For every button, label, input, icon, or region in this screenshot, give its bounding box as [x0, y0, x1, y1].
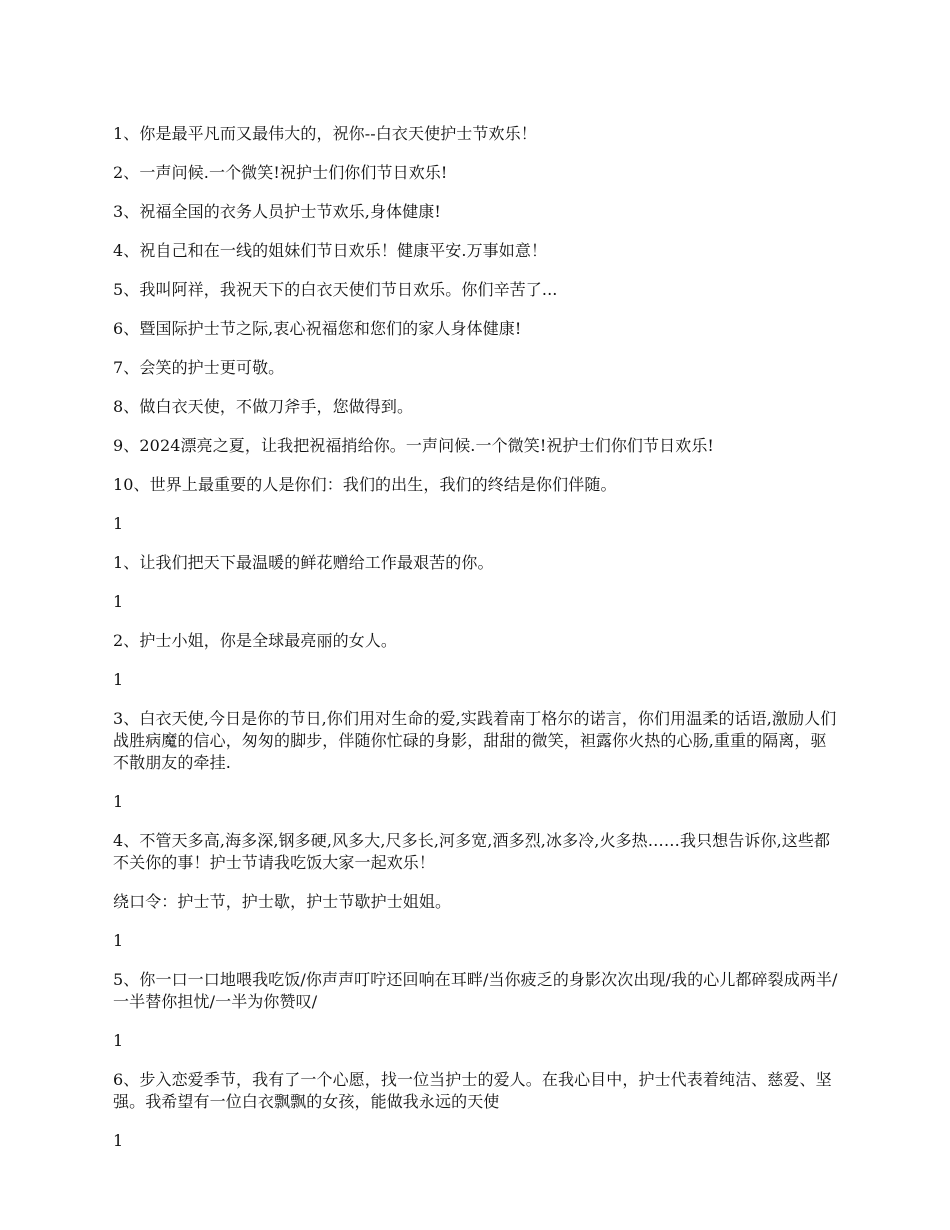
paragraph: 1: [113, 1131, 124, 1150]
paragraph: 1: [113, 1031, 124, 1050]
paragraph: 2、一声问候.一个微笑!祝护士们你们节日欢乐!: [113, 163, 448, 182]
paragraph: 1: [113, 514, 124, 533]
paragraph: 1: [113, 931, 124, 950]
document-body: [113, 123, 838, 1169]
paragraph: 3、白衣天使,今日是你的节日,你们用对生命的爱,实践着南丁格尔的诺言，你们用温柔的话语,激励人们战胜病魔的信心，匆匆的脚步，伴随你忙碌的身影，甜甜的微笑，袒露你火热的心肠,重重的隔离，驱不散朋友的牵挂.: [113, 709, 837, 772]
paragraph: 5、我叫阿祥，我祝天下的白衣天使们节日欢乐。你们辛苦了...: [113, 280, 558, 299]
paragraph: 6、步入恋爱季节，我有了一个心愿，找一位当护士的爱人。在我心目中，护士代表着纯洁、慈爱、坚强。我希望有一位白衣飘飘的女孩，能做我永远的天使: [113, 1070, 832, 1111]
paragraph: 1、让我们把天下最温暖的鲜花赠给工作最艰苦的你。: [113, 553, 494, 572]
paragraph: 2、护士小姐，你是全球最亮丽的女人。: [113, 631, 397, 650]
paragraph: 1、你是最平凡而又最伟大的，祝你--白衣天使护士节欢乐！: [113, 124, 537, 143]
paragraph: 6、暨国际护士节之际,衷心祝福您和您们的家人身体健康!: [113, 319, 522, 338]
paragraph: 10、世界上最重要的人是你们：我们的出生，我们的终结是你们伴随。: [113, 475, 617, 494]
paragraph: 5、你一口一口地喂我吃饭/你声声叮咛还回响在耳畔/当你疲乏的身影次次出现/我的心儿都碎裂成两半/一半替你担忧/一半为你赞叹/: [113, 970, 838, 1011]
paragraph: 1: [113, 792, 124, 811]
paragraph: 3、祝福全国的衣务人员护士节欢乐,身体健康!: [113, 202, 441, 221]
paragraph: 1: [113, 670, 124, 689]
paragraph: 8、做白衣天使，不做刀斧手，您做得到。: [113, 397, 414, 416]
paragraph: 9、2024漂亮之夏，让我把祝福捎给你。一声问候.一个微笑!祝护士们你们节日欢乐!: [113, 436, 714, 455]
paragraph: 4、不管天多高,海多深,钢多硬,风多大,尺多长,河多宽,酒多烈,冰多冷,火多热……我只想告诉你,这些都不关你的事！护士节请我吃饭大家一起欢乐！: [113, 831, 831, 872]
paragraph: 4、祝自己和在一线的姐妹们节日欢乐！健康平安.万事如意！: [113, 241, 548, 260]
paragraph: 7、会笑的护士更可敬。: [113, 358, 285, 377]
paragraph: 1: [113, 592, 124, 611]
paragraph: 绕口令：护士节，护士歇，护士节歇护士姐姐。: [113, 892, 452, 911]
